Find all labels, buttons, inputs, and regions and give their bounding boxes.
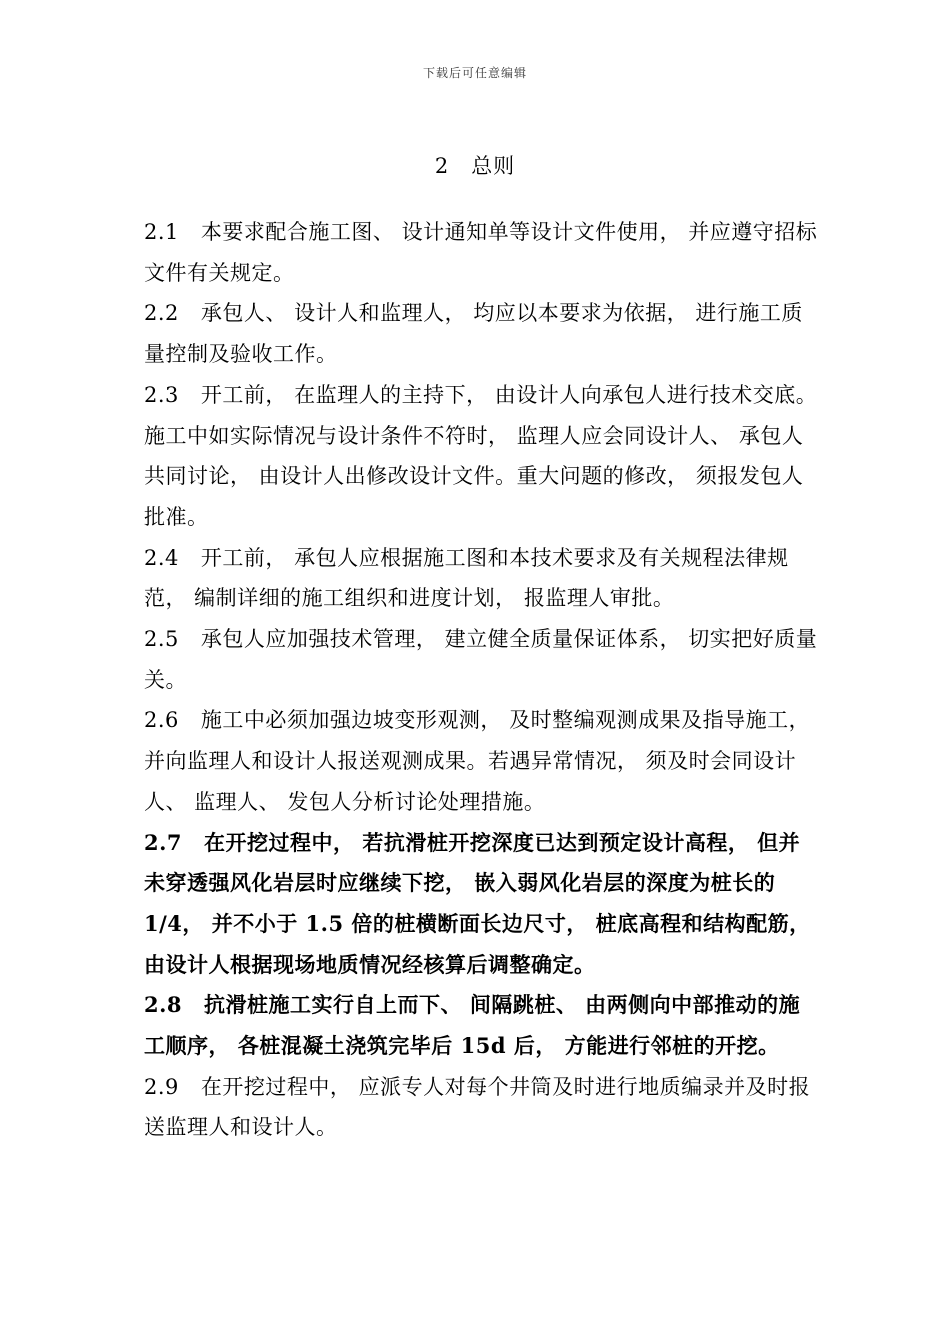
- clause-number: 2.4: [144, 545, 179, 570]
- section-title: [0, 150, 950, 180]
- clause-2-7: [144, 823, 819, 986]
- clause-number: 2.2: [144, 301, 179, 326]
- clause-list: [144, 212, 819, 1148]
- clause-number: 2.7: [144, 829, 183, 855]
- clause-2-6: [144, 700, 819, 822]
- clause-text: 施工中必须加强边坡变形观测， 及时整编观测成果及指导施工， 并向监理人和设计人报送观测成果。若遇异常情况， 须及时会同设计人、 监理人、 发包人分析讨论处理措施。: [144, 708, 811, 814]
- clause-text: 本要求配合施工图、 设计通知单等设计文件使用， 并应遵守招标文件有关规定。: [144, 220, 818, 285]
- clause-number: 2.3: [144, 382, 179, 407]
- clause-2-5: [144, 619, 819, 700]
- clause-text: 承包人应加强技术管理， 建立健全质量保证体系， 切实把好质量关。: [144, 627, 818, 692]
- clause-text: 开工前， 承包人应根据施工图和本技术要求及有关规程法律规范， 编制详细的施工组织和进度计划， 报监理人审批。: [144, 545, 789, 611]
- clause-number: 2.8: [144, 992, 183, 1018]
- clause-text: 抗滑桩施工实行自上而下、 间隔跳桩、 由两侧向中部推动的施工顺序， 各桩混凝土浇筑完毕后 15d 后， 方能进行邻桩的开挖。: [144, 992, 801, 1059]
- clause-2-3: [144, 375, 819, 538]
- clause-number: 2.6: [144, 708, 179, 733]
- clause-number: 2.1: [144, 220, 179, 244]
- clause-2-1: [144, 212, 819, 293]
- clause-2-9: [144, 1067, 819, 1148]
- clause-2-2: [144, 293, 819, 374]
- header-note: 下载后可任意编辑: [422, 66, 527, 80]
- clause-number: 2.5: [144, 627, 179, 652]
- section-heading: 总则: [471, 154, 516, 178]
- clause-text: 承包人、 设计人和监理人， 均应以本要求为依据， 进行施工质量控制及验收工作。: [144, 301, 803, 367]
- clause-2-4: [144, 538, 819, 619]
- clause-number: 2.9: [144, 1074, 179, 1099]
- section-number: 2: [434, 154, 450, 178]
- clause-2-8: [144, 985, 819, 1066]
- clause-text: 在开挖过程中， 若抗滑桩开挖深度已达到预定设计高程， 但并未穿透强风化岩层时应继续下挖， 嵌入弱风化岩层的深度为桩长的 1/4， 并不小于 1.5 倍的桩横断面长边尺寸， 桩底高程和结构配筋， 由设计人根据现场地质情况经核算后调整确定。: [144, 829, 811, 977]
- clause-text: 开工前， 在监理人的主持下， 由设计人向承包人进行技术交底。施工中如实际情况与设计条件不符时， 监理人应会同设计人、 承包人共同讨论， 由设计人出修改设计文件。重大问题的修改， 须报发包人批准。: [144, 382, 818, 529]
- clause-text: 在开挖过程中， 应派专人对每个井筒及时进行地质编录并及时报送监理人和设计人。: [144, 1074, 811, 1140]
